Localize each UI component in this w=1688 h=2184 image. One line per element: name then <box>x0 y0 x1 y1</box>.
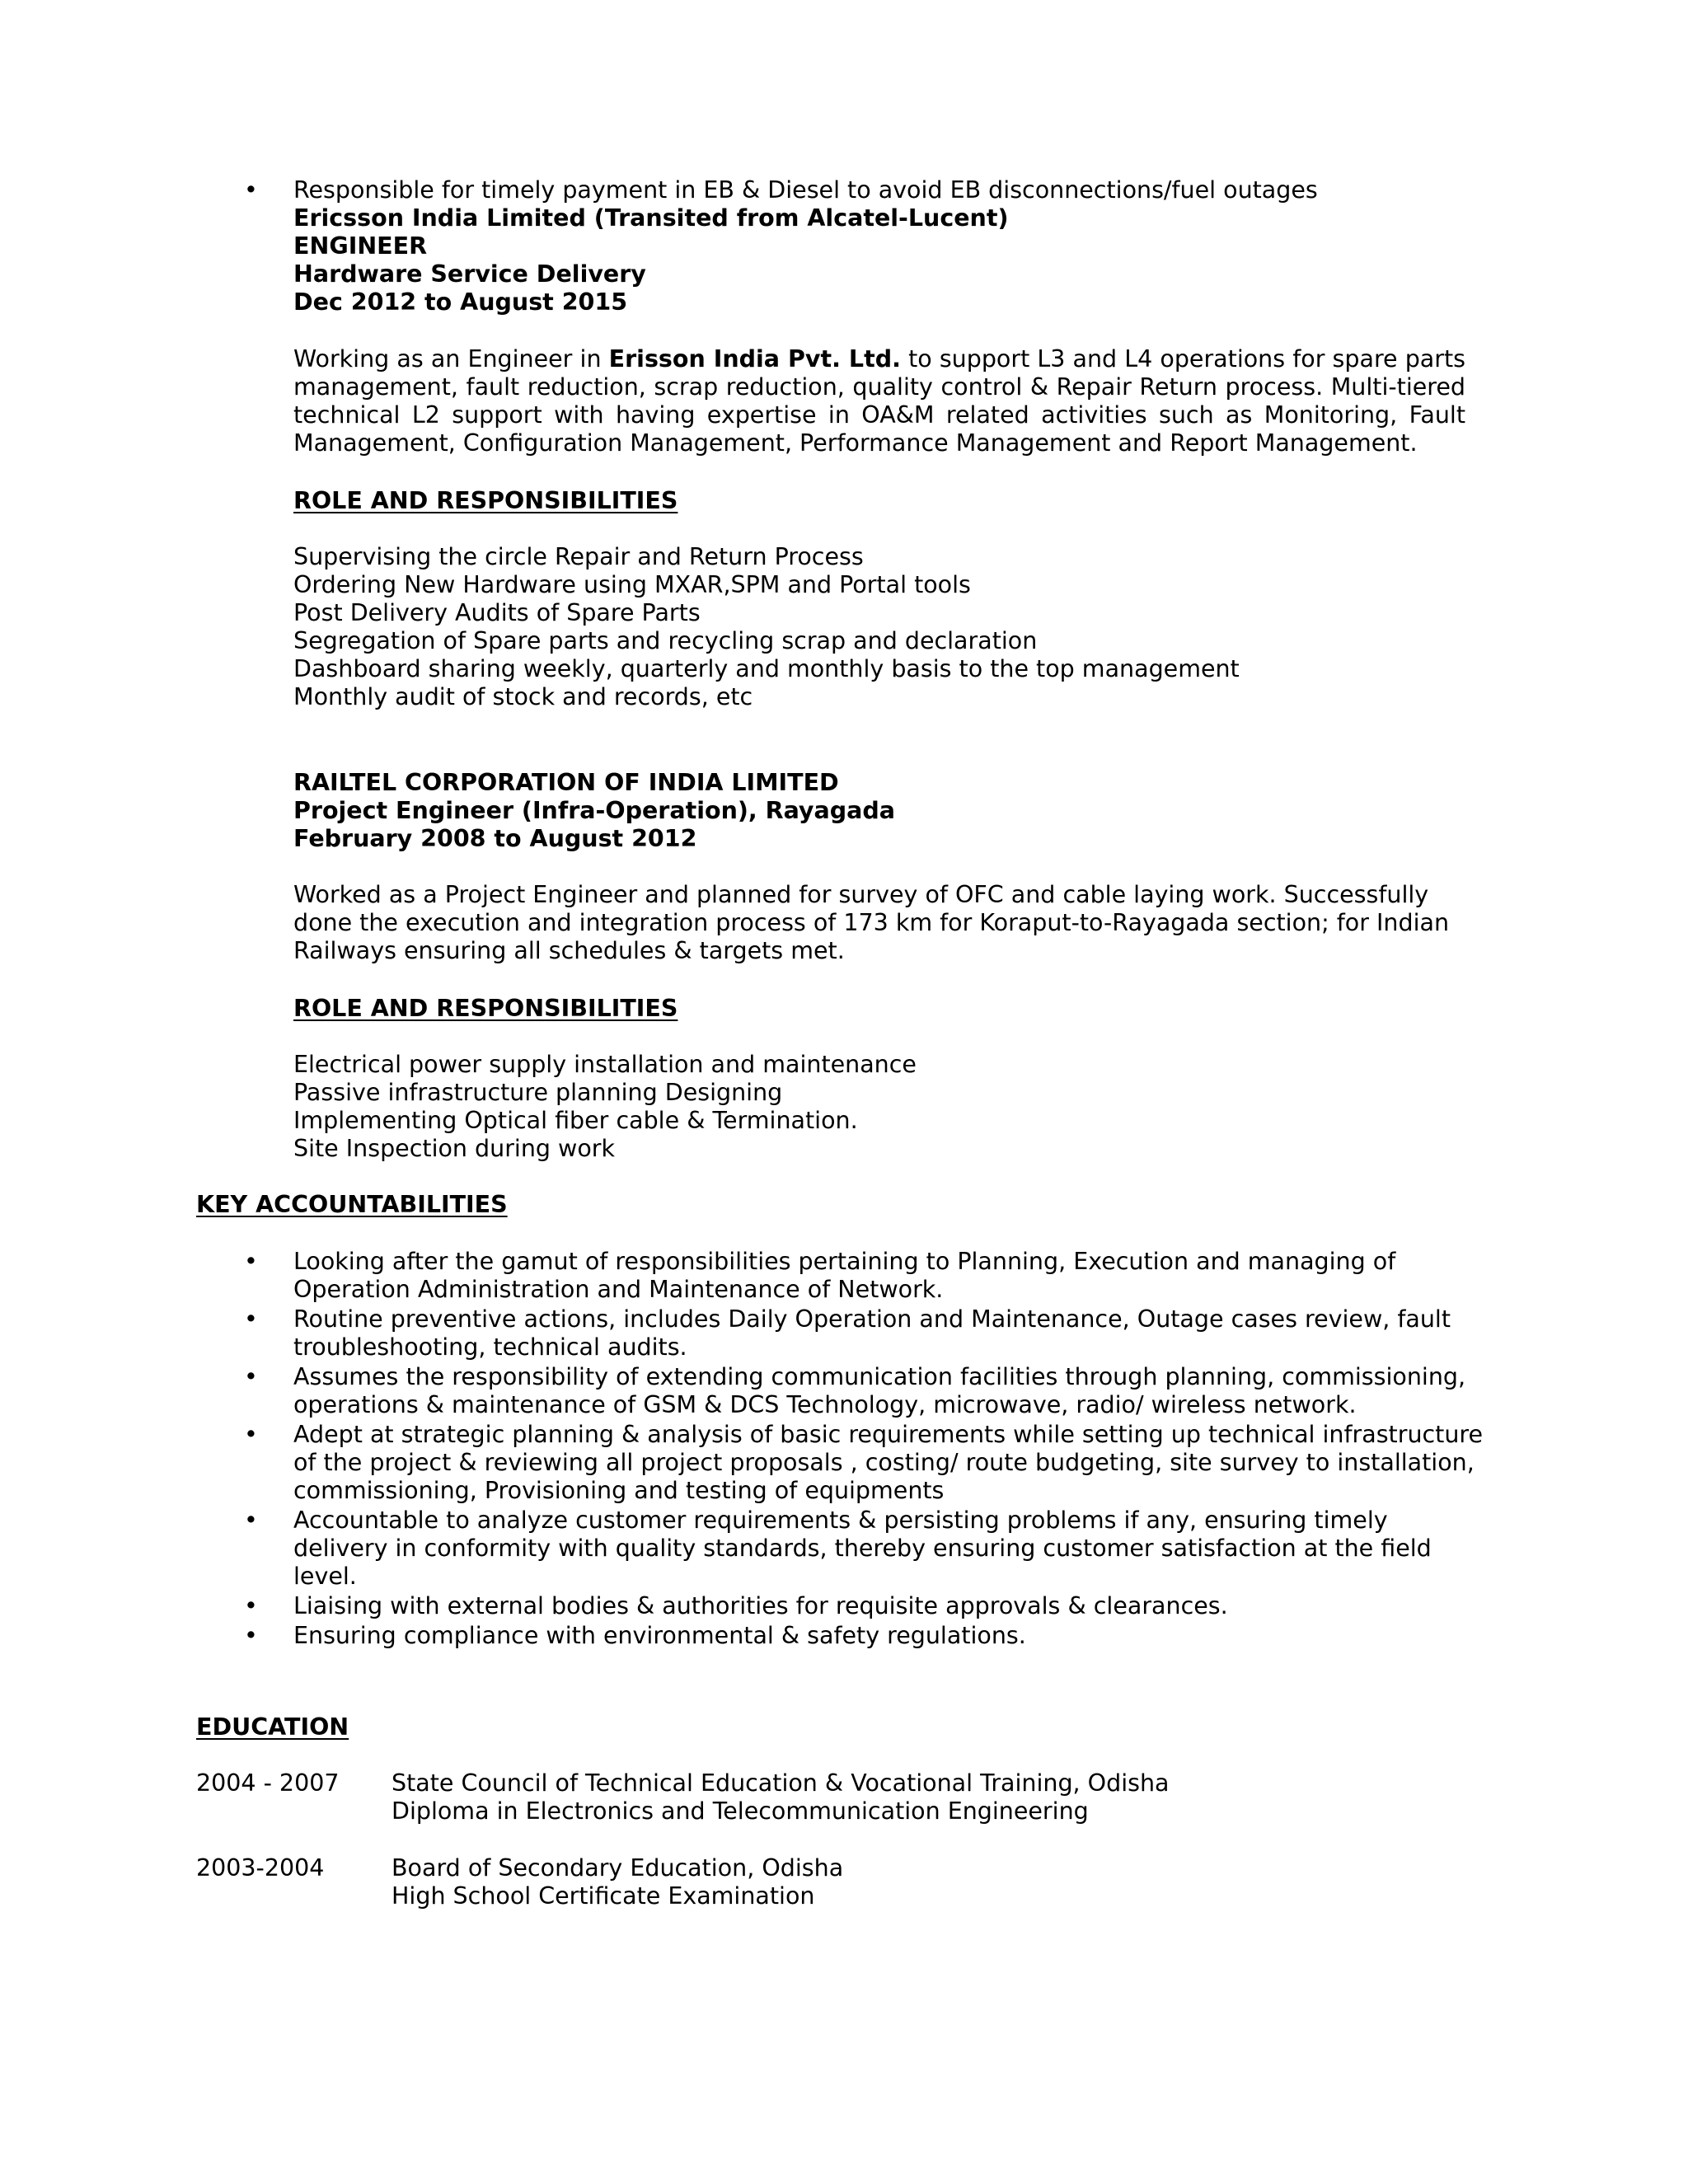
list-item: • Liaising with external bodies & authorities for requisite approvals & clearances. <box>244 1592 1228 1619</box>
education-institution: State Council of Technical Education & Vocational Training, Odisha <box>392 1769 1170 1797</box>
education-qualification: High School Certificate Examination <box>392 1882 815 1910</box>
list-item: • Routine preventive actions, includes Daily Operation and Maintenance, Outage cases review, fault troubleshooting, technical audits. <box>244 1305 1451 1361</box>
bullet: • <box>244 1421 258 1448</box>
job1-title: ENGINEER <box>293 232 428 260</box>
job2-summary-line: done the execution and integration process of 173 km for Koraput-to-Rayagada section; for Indian <box>293 909 1450 936</box>
list-item: • Adept at strategic planning & analysis of basic requirements while setting up technical infrastructure of the project & reviewing all project proposals , costing/ route budgeting, site survey to installation, commissioning, Provisioning and testing of equipments <box>244 1421 1484 1504</box>
key-accountabilities-heading: KEY ACCOUNTABILITIES <box>196 1191 508 1218</box>
role-item: Dashboard sharing weekly, quarterly and monthly basis to the top management <box>293 655 1240 682</box>
bullet: • <box>244 1507 258 1534</box>
role-item: Implementing Optical fiber cable & Termination. <box>293 1107 858 1134</box>
list-item: • Assumes the responsibility of extending communication facilities through planning, commissioning, operations & maintenance of GSM & DCS Technology, microwave, radio/ wireless network. <box>244 1363 1466 1418</box>
job1-summary-line: Management, Configuration Management, Performance Management and Report Management. <box>293 429 1418 457</box>
job1-company: Ericsson India Limited (Transited from Alcatel-Lucent) <box>293 204 1009 232</box>
role-item: Passive infrastructure planning Designing <box>293 1079 783 1106</box>
job1-summary-line: management, fault reduction, scrap reduction, quality control & Repair Return process. Multi-tiered <box>293 373 1465 401</box>
job2-summary-line: Railways ensuring all schedules & targets met. <box>293 937 845 964</box>
bullet: • <box>244 1363 258 1390</box>
bullet: • <box>244 1248 258 1275</box>
education-qualification: Diploma in Electronics and Telecommunication Engineering <box>392 1797 1089 1825</box>
job2-summary-line: Worked as a Project Engineer and planned for survey of OFC and cable laying work. Successfully <box>293 881 1429 908</box>
key-accountabilities-list <box>244 1248 1484 1652</box>
job1-summary-line: technical L2 support with having expertise in OA&M related activities such as Monitoring, Fault <box>293 401 1465 429</box>
role-item: Supervising the circle Repair and Return Process <box>293 543 864 570</box>
job2-summary <box>293 881 1449 965</box>
role-item: Post Delivery Audits of Spare Parts <box>293 599 701 626</box>
list-item: • Looking after the gamut of responsibilities pertaining to Planning, Execution and managing of Operation Administration and Maintenance of Network. <box>244 1248 1396 1303</box>
job1-period: Dec 2012 to August 2015 <box>293 288 628 316</box>
role-item: Monthly audit of stock and records, etc <box>293 683 753 710</box>
job1-roles-heading: ROLE AND RESPONSIBILITIES <box>293 487 678 514</box>
top-bullet-text: Responsible for timely payment in EB & Diesel to avoid EB disconnections/fuel outages <box>293 176 1318 204</box>
education-years: 2003-2004 <box>196 1854 325 1882</box>
bullet: • <box>244 1592 258 1619</box>
job1-department: Hardware Service Delivery <box>293 260 646 288</box>
job2-roles-heading: ROLE AND RESPONSIBILITIES <box>293 995 678 1022</box>
top-bullet: • <box>244 176 258 204</box>
job1-summary-line: Working as an Engineer in Erisson India Pvt. Ltd. to support L3 and L4 operations for spare parts <box>293 345 1465 373</box>
job2-roles-list <box>293 1051 917 1163</box>
bullet: • <box>244 1622 258 1649</box>
job1-roles-list <box>293 543 1240 711</box>
education-years: 2004 - 2007 <box>196 1769 340 1797</box>
job2-period: February 2008 to August 2012 <box>293 825 697 852</box>
role-item: Electrical power supply installation and maintenance <box>293 1051 917 1078</box>
role-item: Segregation of Spare parts and recycling scrap and declaration <box>293 627 1038 654</box>
role-item: Site Inspection during work <box>293 1135 616 1162</box>
bullet: • <box>244 1305 258 1333</box>
list-item: • Ensuring compliance with environmental & safety regulations. <box>244 1622 1026 1649</box>
job2-title: Project Engineer (Infra-Operation), Rayagada <box>293 797 896 824</box>
list-item: • Accountable to analyze customer requirements & persisting problems if any, ensuring timely delivery in conformity with quality standards, thereby ensuring customer satisfaction at the field level. <box>244 1507 1432 1590</box>
job1-summary <box>293 345 1465 457</box>
education-heading: EDUCATION <box>196 1713 349 1741</box>
job2-company: RAILTEL CORPORATION OF INDIA LIMITED <box>293 769 839 796</box>
education-institution: Board of Secondary Education, Odisha <box>392 1854 844 1882</box>
role-item: Ordering New Hardware using MXAR,SPM and Portal tools <box>293 571 971 598</box>
